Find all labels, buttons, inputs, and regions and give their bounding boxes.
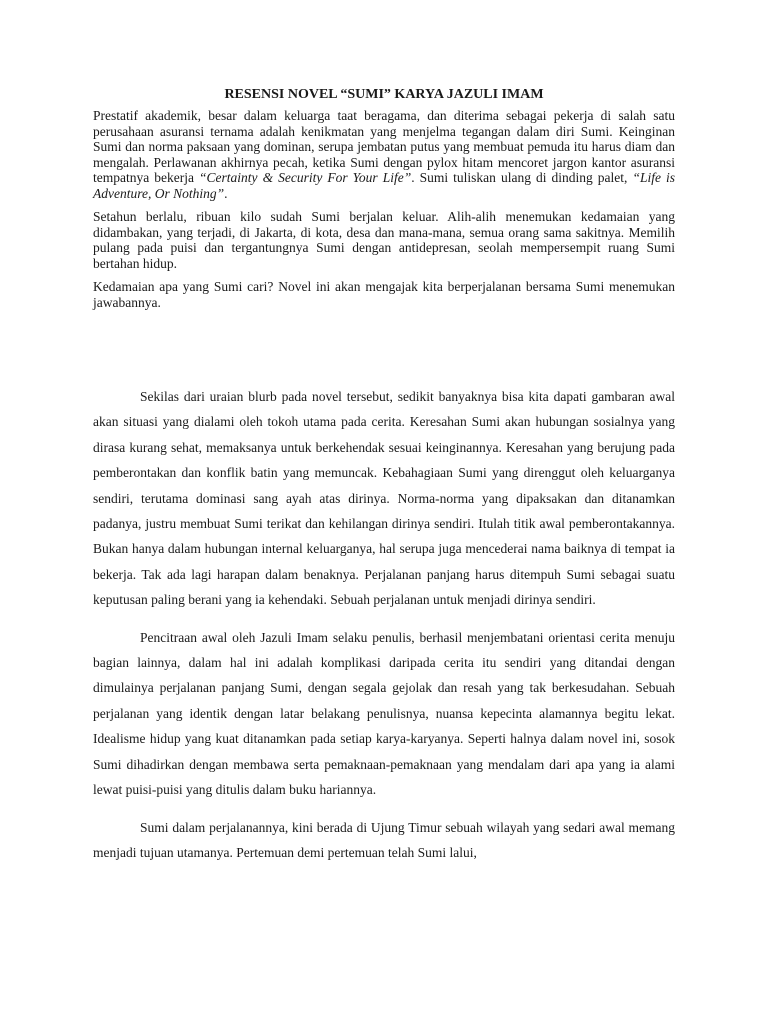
jargon-quote: “Certainty & Security For Your Life” [199, 170, 412, 186]
rewritten-quote: “Life is Adventure, Or Nothing” [93, 170, 676, 201]
blurb-paragraph-1 [93, 108, 675, 202]
blurb-p1-text-a: Prestatif akademik, besar dalam keluarga taat beragama, dan diterima sebagai pekerja di salah satu perusahaan asuransi ternama adalah kenikmatan yang menjelma tegangan dalam diri Sumi. Keinginan Sumi dan norma paksaan yang dominan, serupa jembatan putus yang membuat pemuda itu harus diam dan mengalah. Perlawanan akhirnya pecah, ketika Sumi dengan pylox hitam mencoret jargon kantor asuransi tempatnya bekerja [93, 108, 675, 186]
review-paragraph-2: Pencitraan awal oleh Jazuli Imam selaku penulis, berhasil menjembatani orientasi cerita menuju bagian lainnya, dalam hal ini adalah komplikasi daripada cerita itu sendiri yang ditandai dengan dimulainya perjalanan panjang Sumi, dengan segala gejolak dan resah yang tak berkesudahan. Sebuah perjalanan yang identik dengan latar belakang penulisnya, nuansa kepecinta alamannya begitu lekat. Idealisme hidup yang kuat ditanamkan pada setiap karya-karyanya. Seperti halnya dalam novel ini, sosok Sumi dihadirkan dengan membawa serta pemaknaan-pemaknaan yang mendalam dari apa yang ia alami lewat puisi-puisi yang ditulis dalam buku hariannya. [93, 629, 675, 798]
blurb-p1-text-c: . [224, 185, 228, 201]
review-paragraph-1: Sekilas dari uraian blurb pada novel tersebut, sedikit banyaknya bisa kita dapati gambaran awal akan situasi yang dialami oleh tokoh utama pada cerita. Keresahan Sumi akan hubungan sosialnya yang dirasa kurang sehat, memaksanya untuk berkehendak sesuai keinginannya. Keresahan yang berujung pada pemberontakan dan konflik batin yang memuncak. Kebahagiaan Sumi yang direnggut oleh keluarganya sendiri, terutama dominasi sang ayah atas dirinya. Norma-norma yang dipaksakan dan ditanamkan padanya, justru membuat Sumi terikat dan kehilangan dirinya sendiri. Itulah titik awal pemberontakannya. Bukan hanya dalam hubungan internal keluarganya, hal serupa juga mencederai nama baiknya di tempat ia bekerja. Tak ada lagi harapan dalam benaknya. Perjalanan panjang harus ditempuh Sumi sebagai suatu keputusan paling berani yang ia kehendaki. Sebuah perjalanan untuk menjadi dirinya sendiri. [93, 389, 675, 608]
blurb-section [93, 108, 675, 318]
review-body [93, 384, 675, 877]
blurb-paragraph-2: Setahun berlalu, ribuan kilo sudah Sumi berjalan keluar. Alih-alih menemukan kedamaian yang didambakan, yang terjadi, di Jakarta, di kota, desa dan mana-mana, semua orang sama sakitnya. Memilih pulang pada puisi dan tergantungnya Sumi dengan antidepresan, seolah mempersempit ruang Sumi bertahan hidup. [93, 209, 675, 271]
review-paragraph-3: Sumi dalam perjalanannya, kini berada di Ujung Timur sebuah wilayah yang sedari awal memang menjadi tujuan utamanya. Pertemuan demi pertemuan telah Sumi lalui, [93, 819, 675, 860]
blurb-paragraph-3: Kedamaian apa yang Sumi cari? Novel ini akan mengajak kita berperjalanan bersama Sumi menemukan jawabannya. [93, 279, 675, 310]
blurb-p1-text-b: . Sumi tuliskan ulang di dinding palet, [411, 170, 633, 186]
document-title: RESENSI NOVEL “SUMI” KARYA JAZULI IMAM [224, 87, 544, 102]
